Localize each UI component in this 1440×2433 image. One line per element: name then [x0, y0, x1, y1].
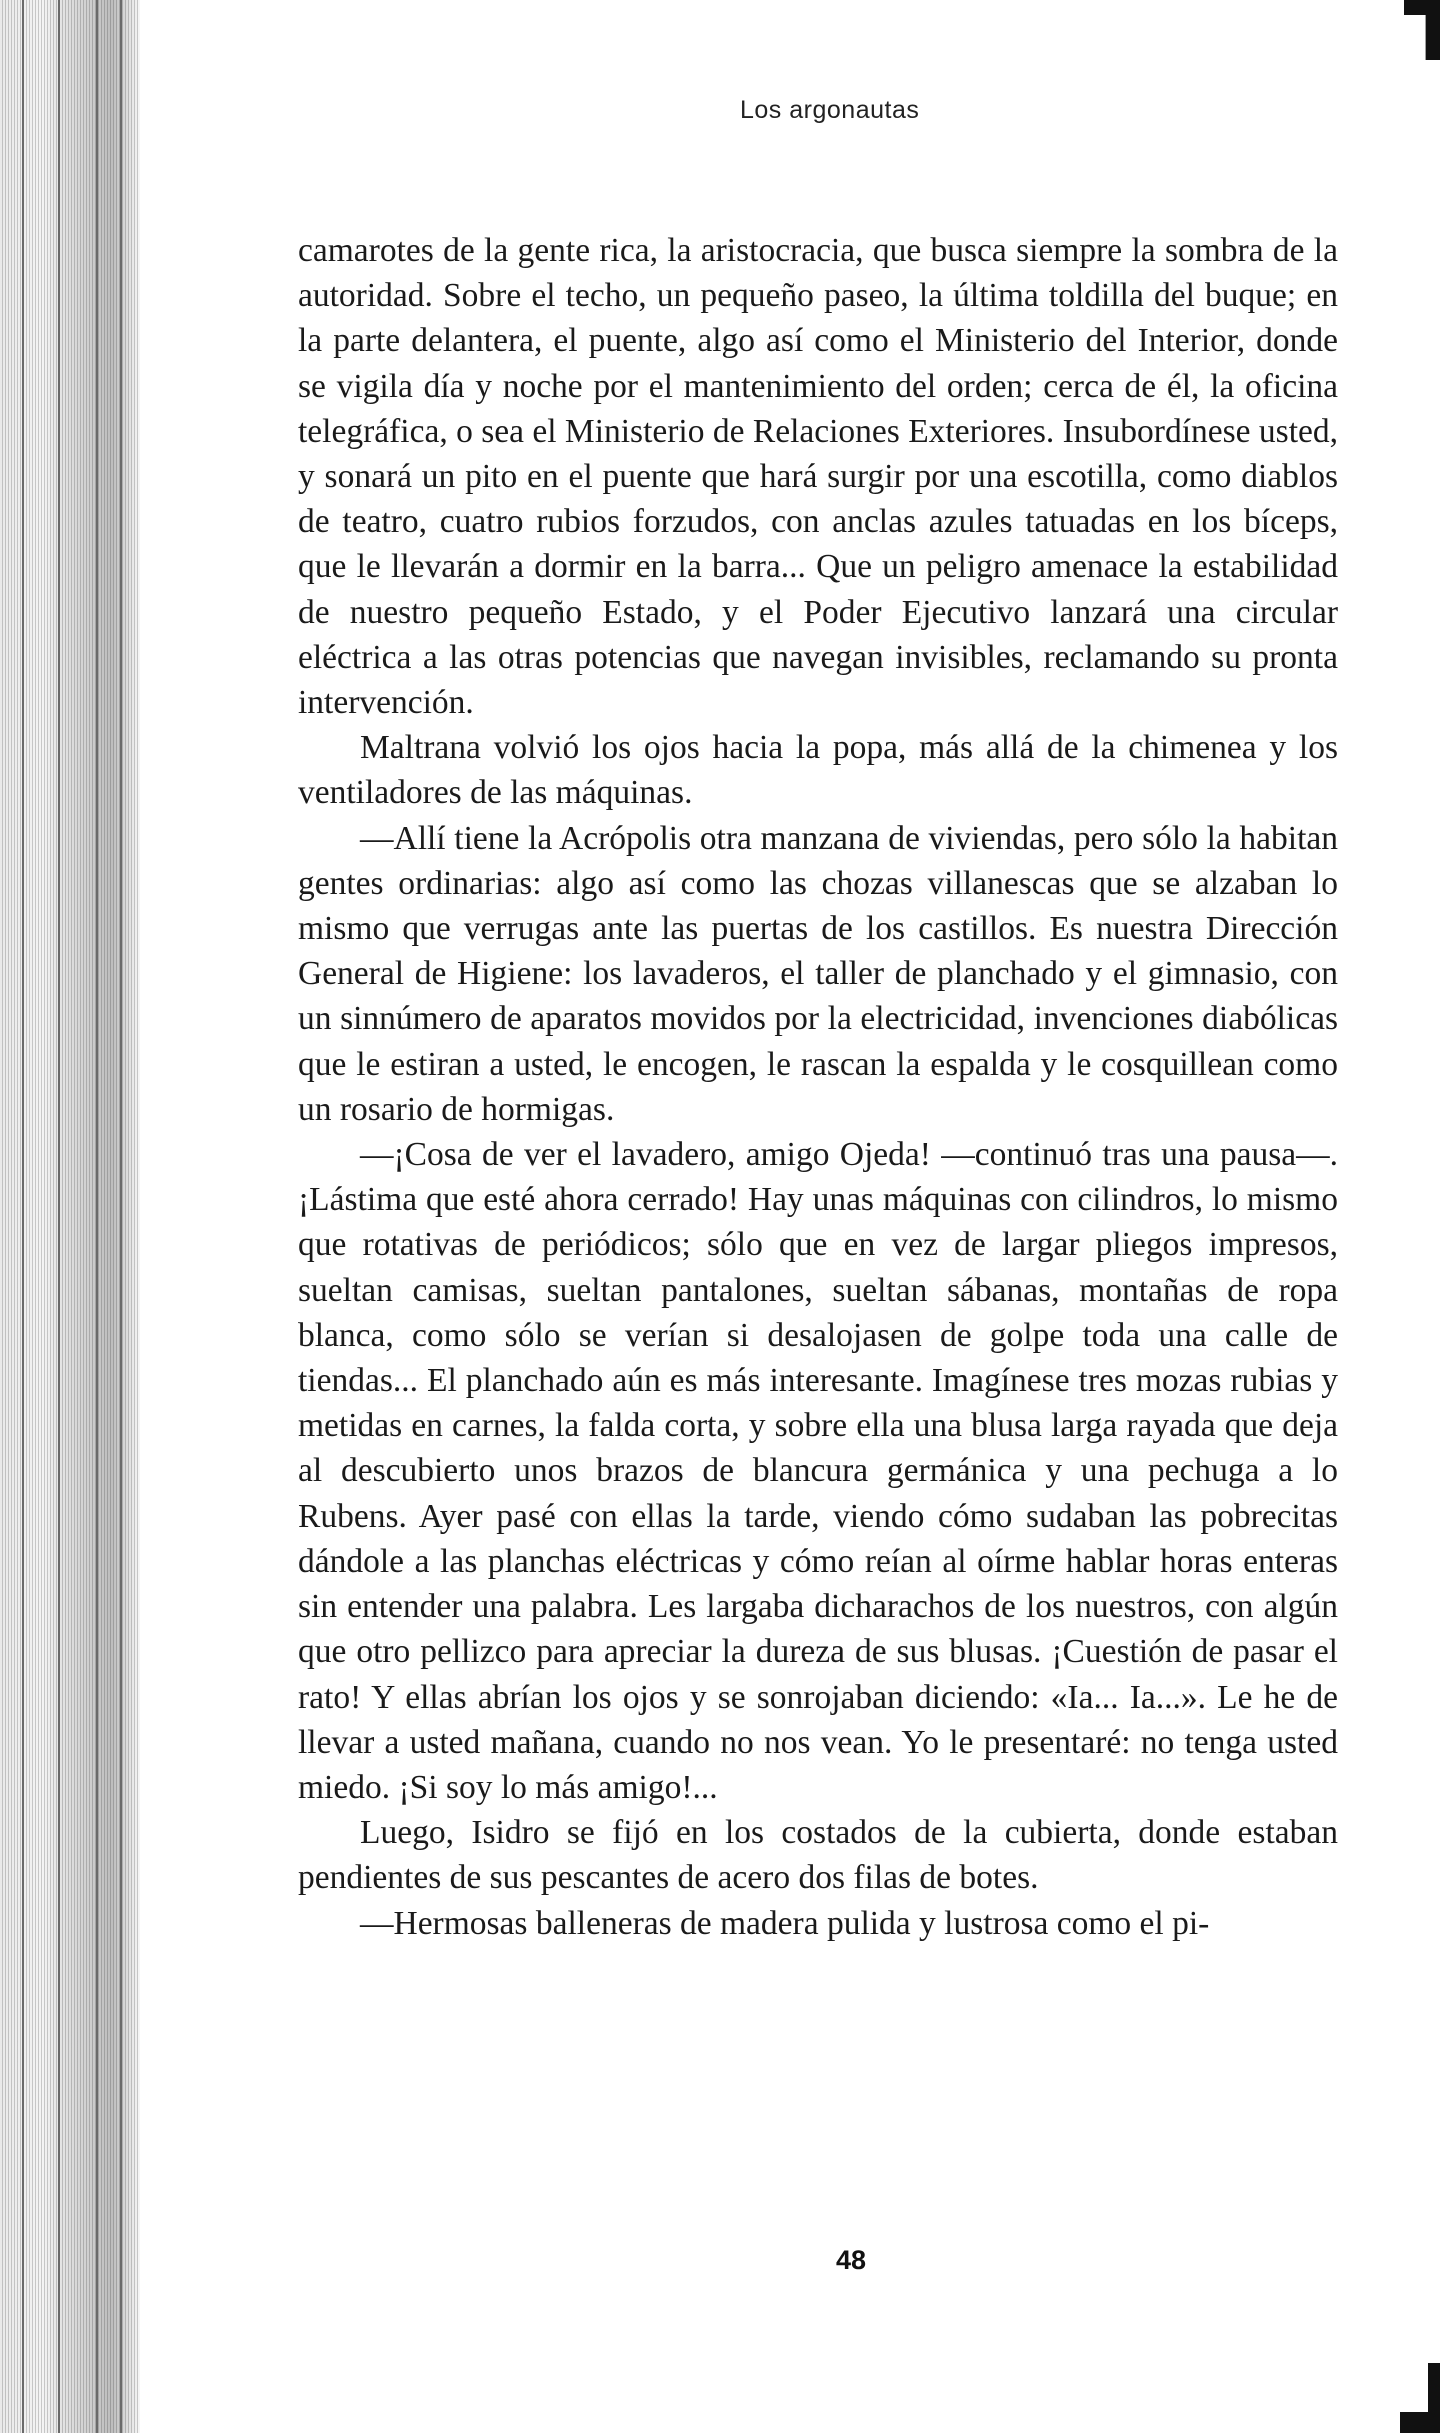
- paragraph-2: Maltrana volvió los ojos hacia la popa, más allá de la chimenea y los ventiladores de las máquinas.: [298, 729, 1338, 812]
- paragraph-3: —Allí tiene la Acrópolis otra manzana de viviendas, pero sólo la habitan gentes ordinarias: algo así como las chozas villanescas que se alzaban lo mismo que verrugas ante las puertas de los castillos. Es nuestra Dirección General de Higiene: los lavaderos, el taller de planchado y el gimnasio, con un sinnúmero de aparatos movidos por la electricidad, invenciones diabólicas que le estiran a usted, le encogen, le rascan la espalda y le cosquillean como un rosario de hormigas.: [298, 819, 1338, 1128]
- book-spine-gutter: [0, 0, 140, 2433]
- running-title: Los argonautas: [740, 96, 920, 124]
- spine-edge-line: [58, 0, 60, 2433]
- page-number: 48: [836, 2245, 867, 2275]
- page-body-text: [298, 228, 1338, 1946]
- scan-corner-mark-bottom: [1400, 2363, 1440, 2433]
- paragraph-5: Luego, Isidro se fijó en los costados de la cubierta, donde estaban pendientes de sus pescantes de acero dos filas de botes.: [298, 1814, 1338, 1897]
- paragraph-6: —Hermosas balleneras de madera pulida y lustrosa como el pi-: [360, 1904, 1210, 1942]
- scan-corner-mark-top: [1404, 0, 1440, 60]
- paragraph-1: camarotes de la gente rica, la aristocracia, que busca siempre la sombra de la autoridad. Sobre el techo, un pequeño paseo, la última toldilla del buque; en la parte delantera, el puente, algo así como el Ministerio del Interior, donde se vigila día y noche por el mantenimiento del orden; cerca de él, la oficina telegráfica, o sea el Ministerio de Relaciones Exteriores. Insubordínese usted, y sonará un pito en el puente que hará surgir por una escotilla, como diablos de teatro, cuatro rubios forzudos, con anclas azules tatuadas en los bíceps, que le llevarán a dormir en la barra... Que un peligro amenace la estabilidad de nuestro pequeño Estado, y el Poder Ejecutivo lanzará una circular eléctrica a las otras potencias que navegan invisibles, reclamando su pronta intervención.: [298, 232, 1339, 722]
- spine-edge-line: [22, 0, 24, 2433]
- paragraph-4: —¡Cosa de ver el lavadero, amigo Ojeda! —continuó tras una pausa—. ¡Lástima que esté ahora cerrado! Hay unas máquinas con cilindros, lo mismo que rotativas de periódicos; sólo que en vez de largar pliegos impresos, sueltan camisas, sueltan pantalones, sueltan sábanas, montañas de ropa blanca, como sólo se verían si desalojasen de golpe toda una calle de tiendas... El planchado aún es más interesante. Imagínese tres mozas rubias y metidas en carnes, la falda corta, y sobre ella una blusa larga rayada que deja al descubierto unos brazos de blancura germánica y una pechuga a lo Rubens. Ayer pasé con ellas la tarde, viendo cómo sudaban las pobrecitas dándole a las planchas eléctricas y cómo reían al oírme hablar horas enteras sin entender una palabra. Les largaba dicharachos de los nuestros, con algún que otro pellizco para apreciar la dureza de sus blusas. ¡Cuestión de pasar el rato! Y ellas abrían los ojos y se sonrojaban diciendo: «Ia... Ia...». Le he de llevar a usted mañana, cuando no nos vean. Yo le presentaré: no tenga usted miedo. ¡Si soy lo más amigo!...: [298, 1136, 1338, 1806]
- spine-edge-line: [120, 0, 122, 2433]
- spine-edge-line: [96, 0, 98, 2433]
